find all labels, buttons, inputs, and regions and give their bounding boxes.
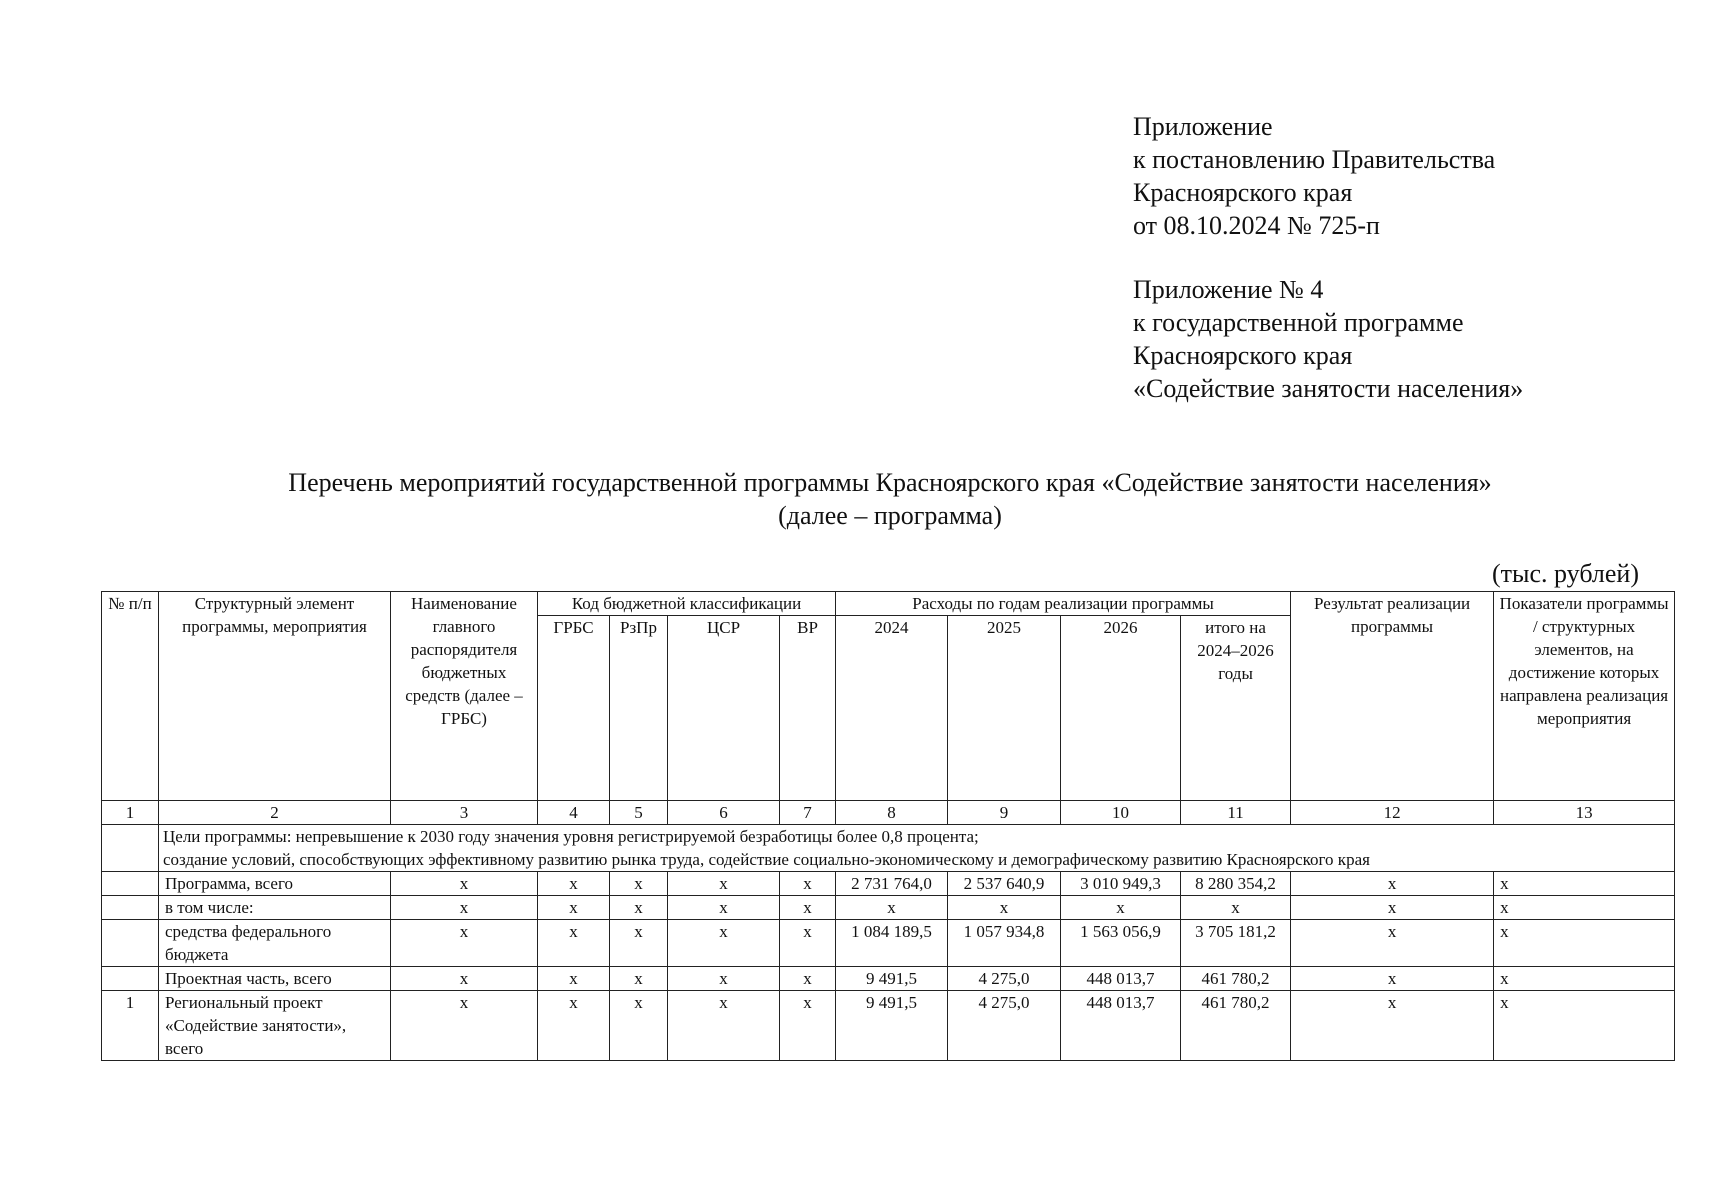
table-row [102, 920, 1675, 967]
row-grbs-name: х [391, 872, 538, 896]
row-2025: 2 537 640,9 [948, 872, 1061, 896]
column-number: 11 [1181, 801, 1291, 825]
header-grbs: ГРБС [538, 616, 610, 801]
attachment-line: «Содействие занятости населения» [1133, 374, 1524, 403]
attachment-block-resolution [1133, 110, 1495, 242]
row-csr: х [668, 967, 780, 991]
goal-line-2: создание условий, способствующих эффективному развитию рынка труда, содействие социально-экономическому и демографическому развитию Красноярского края [163, 850, 1370, 869]
row-2024: 9 491,5 [836, 991, 948, 1061]
header-year-2024: 2024 [836, 616, 948, 801]
row-vr: х [780, 991, 836, 1061]
column-number-row [102, 801, 1675, 825]
header-year-2026: 2026 [1061, 616, 1181, 801]
row-grbs: х [538, 920, 610, 967]
row-vr: х [780, 872, 836, 896]
header-element: Структурный элемент программы, мероприятия [159, 592, 391, 801]
row-name: Региональный проект «Содействие занятости», всего [159, 991, 391, 1061]
attachment-line: Красноярского края [1133, 341, 1353, 370]
attachment-line: от 08.10.2024 № 725-п [1133, 211, 1380, 240]
attachment-line: к постановлению Правительства [1133, 145, 1496, 174]
row-num: 1 [102, 991, 159, 1061]
row-num [102, 872, 159, 896]
row-num [102, 920, 159, 967]
row-csr: х [668, 991, 780, 1061]
row-indicators: х [1494, 920, 1675, 967]
row-rzpr: х [610, 991, 668, 1061]
measures-table [101, 591, 1675, 1061]
header-num: № п/п [102, 592, 159, 801]
table-row [102, 896, 1675, 920]
table-row [102, 967, 1675, 991]
row-rzpr: х [610, 872, 668, 896]
row-grbs: х [538, 872, 610, 896]
header-vr: ВР [780, 616, 836, 801]
goal-row [102, 825, 1675, 872]
row-grbs-name: х [391, 896, 538, 920]
goal-line-1: Цели программы: непревышение к 2030 году значения уровня регистрируемой безработицы более 0,8 процента; [163, 827, 979, 846]
row-vr: х [780, 920, 836, 967]
row-2026: 448 013,7 [1061, 991, 1181, 1061]
table-row [102, 872, 1675, 896]
column-number: 7 [780, 801, 836, 825]
row-result: х [1291, 991, 1494, 1061]
header-budget-code: Код бюджетной классификации [538, 592, 836, 616]
row-csr: х [668, 920, 780, 967]
table-row [102, 991, 1675, 1061]
attachment-line: к государственной программе [1133, 308, 1464, 337]
header-csr: ЦСР [668, 616, 780, 801]
row-2025: х [948, 896, 1061, 920]
row-2024: 2 731 764,0 [836, 872, 948, 896]
row-csr: х [668, 896, 780, 920]
column-number: 6 [668, 801, 780, 825]
row-2026: 448 013,7 [1061, 967, 1181, 991]
row-grbs: х [538, 896, 610, 920]
row-name: в том числе: [159, 896, 391, 920]
row-vr: х [780, 967, 836, 991]
row-result: х [1291, 920, 1494, 967]
header-row-1 [102, 592, 1675, 616]
title-line-2: (далее – программа) [778, 501, 1002, 530]
units-label: (тыс. рублей) [1491, 559, 1639, 588]
row-name: Проектная часть, всего [159, 967, 391, 991]
row-vr: х [780, 896, 836, 920]
row-num [102, 967, 159, 991]
attachment-block-program [1133, 273, 1523, 405]
header-year-2025: 2025 [948, 616, 1061, 801]
header-rzpr: РзПр [610, 616, 668, 801]
column-number: 13 [1494, 801, 1675, 825]
header-grbs-name: Наименование главного распорядителя бюджетных средств (далее – ГРБС) [391, 592, 538, 801]
attachment-line: Красноярского края [1133, 178, 1353, 207]
row-2026: 1 563 056,9 [1061, 920, 1181, 967]
header-total: итого на 2024–2026 годы [1181, 616, 1291, 801]
row-grbs: х [538, 967, 610, 991]
row-2025: 1 057 934,8 [948, 920, 1061, 967]
row-grbs: х [538, 991, 610, 1061]
row-result: х [1291, 872, 1494, 896]
row-total: 461 780,2 [1181, 967, 1291, 991]
row-total: 3 705 181,2 [1181, 920, 1291, 967]
column-number: 5 [610, 801, 668, 825]
column-number: 4 [538, 801, 610, 825]
row-result: х [1291, 967, 1494, 991]
row-2024: 9 491,5 [836, 967, 948, 991]
title-line-1: Перечень мероприятий государственной программы Красноярского края «Содействие занятости населения» [288, 468, 1492, 497]
row-indicators: х [1494, 991, 1675, 1061]
column-number: 10 [1061, 801, 1181, 825]
document-title [100, 466, 1680, 532]
row-rzpr: х [610, 920, 668, 967]
column-number: 9 [948, 801, 1061, 825]
row-total: х [1181, 896, 1291, 920]
column-number: 12 [1291, 801, 1494, 825]
row-total: 8 280 354,2 [1181, 872, 1291, 896]
row-rzpr: х [610, 967, 668, 991]
row-2024: 1 084 189,5 [836, 920, 948, 967]
row-2026: х [1061, 896, 1181, 920]
row-indicators: х [1494, 872, 1675, 896]
row-2024: х [836, 896, 948, 920]
row-2026: 3 010 949,3 [1061, 872, 1181, 896]
column-number: 2 [159, 801, 391, 825]
row-num [102, 896, 159, 920]
header-indicators: Показатели программы / структурных элементов, на достижение которых направлена реализация мероприятия [1494, 592, 1675, 801]
goal-num-cell [102, 825, 159, 872]
row-csr: х [668, 872, 780, 896]
row-2025: 4 275,0 [948, 967, 1061, 991]
column-number: 8 [836, 801, 948, 825]
row-total: 461 780,2 [1181, 991, 1291, 1061]
row-name: средства федерального бюджета [159, 920, 391, 967]
attachment-line: Приложение № 4 [1133, 275, 1324, 304]
column-number: 1 [102, 801, 159, 825]
row-grbs-name: х [391, 920, 538, 967]
row-name: Программа, всего [159, 872, 391, 896]
row-indicators: х [1494, 967, 1675, 991]
header-expenses: Расходы по годам реализации программы [836, 592, 1291, 616]
row-indicators: х [1494, 896, 1675, 920]
header-result: Результат реализации программы [1291, 592, 1494, 801]
column-number: 3 [391, 801, 538, 825]
row-rzpr: х [610, 896, 668, 920]
row-grbs-name: х [391, 991, 538, 1061]
row-2025: 4 275,0 [948, 991, 1061, 1061]
row-grbs-name: х [391, 967, 538, 991]
attachment-line: Приложение [1133, 112, 1273, 141]
goal-cell [159, 825, 1675, 872]
row-result: х [1291, 896, 1494, 920]
